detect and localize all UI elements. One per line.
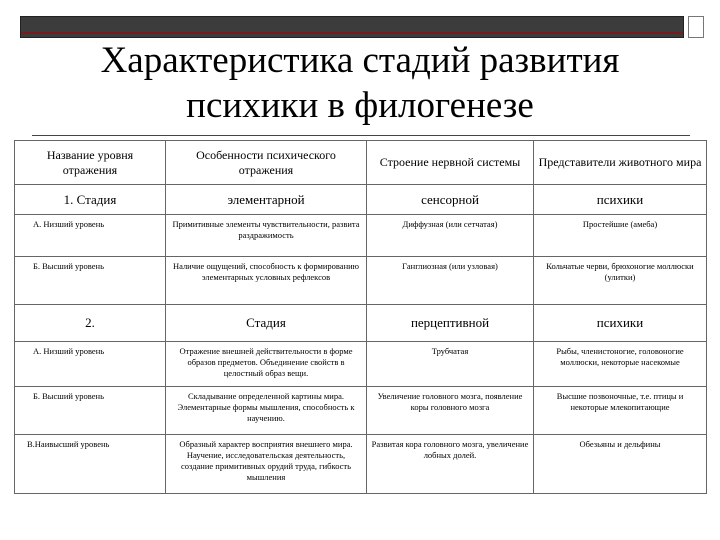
table-cell: Обезьяны и дельфины bbox=[534, 434, 707, 493]
table-cell: 2. bbox=[15, 304, 166, 341]
table-row bbox=[15, 341, 707, 386]
table-cell: Кольчатые черви, брюхоногие моллюски (улитки) bbox=[534, 257, 707, 305]
table-cell: Развитая кора головного мозга, увеличение лобных долей. bbox=[367, 434, 534, 493]
header-features: Особенности психического отражения bbox=[166, 141, 367, 185]
header-representatives: Представители животного мира bbox=[534, 141, 707, 185]
slide-corner-square bbox=[688, 16, 704, 38]
header-level-name: Название уровня отражения bbox=[15, 141, 166, 185]
table-cell: Трубчатая bbox=[367, 341, 534, 386]
table-cell: Диффузная (или сетчатая) bbox=[367, 214, 534, 256]
header-nervous-system: Строение нервной системы bbox=[367, 141, 534, 185]
table-header-row bbox=[15, 141, 707, 185]
table-cell: перцептивной bbox=[367, 304, 534, 341]
table-cell: А. Низший уровень bbox=[15, 214, 166, 256]
stages-table-container bbox=[14, 140, 706, 494]
table-cell: Складывание определенной картины мира. Элементарные формы мышления, способность к научению. bbox=[166, 387, 367, 435]
table-cell: Увеличение головного мозга, появление коры головного мозга bbox=[367, 387, 534, 435]
table-row bbox=[15, 214, 707, 256]
stage-row-2 bbox=[15, 304, 707, 341]
title-divider bbox=[32, 135, 690, 136]
table-cell: Наличие ощущений, способность к формированию элементарных условных рефлексов bbox=[166, 257, 367, 305]
table-cell: 1. Стадия bbox=[15, 185, 166, 215]
stage-row-1 bbox=[15, 185, 707, 215]
table-cell: А. Низший уровень bbox=[15, 341, 166, 386]
table-row bbox=[15, 257, 707, 305]
table-cell: Высшие позвоночные, т.е. птицы и некоторые млекопитающие bbox=[534, 387, 707, 435]
slide-top-bar bbox=[20, 16, 684, 38]
table-cell: Примитивные элементы чувствительности, развита раздражимость bbox=[166, 214, 367, 256]
table-cell: сенсорной bbox=[367, 185, 534, 215]
table-cell: элементарной bbox=[166, 185, 367, 215]
table-cell: Б. Высший уровень bbox=[15, 257, 166, 305]
slide-title: Характеристика стадий развития психики в филогенезе bbox=[100, 40, 620, 126]
table-cell: Простейшие (амеба) bbox=[534, 214, 707, 256]
table-cell: Б. Высший уровень bbox=[15, 387, 166, 435]
table-cell: Стадия bbox=[166, 304, 367, 341]
table-cell: Рыбы, членистоногие, головоногие моллюски, некоторые насекомые bbox=[534, 341, 707, 386]
table-cell: Образный характер восприятия внешнего мира. Научение, исследовательская деятельность, создание примитивных орудий труда, гибкость мышления bbox=[166, 434, 367, 493]
table-cell: В.Наивысший уровень bbox=[15, 434, 166, 493]
table-cell: психики bbox=[534, 185, 707, 215]
table-cell: психики bbox=[534, 304, 707, 341]
stages-table bbox=[14, 140, 707, 494]
table-cell: Ганглиозная (или узловая) bbox=[367, 257, 534, 305]
table-row bbox=[15, 434, 707, 493]
table-cell: Отражение внешней действительности в форме образов предметов. Объединение свойств в целостный образ вещи. bbox=[166, 341, 367, 386]
table-row bbox=[15, 387, 707, 435]
